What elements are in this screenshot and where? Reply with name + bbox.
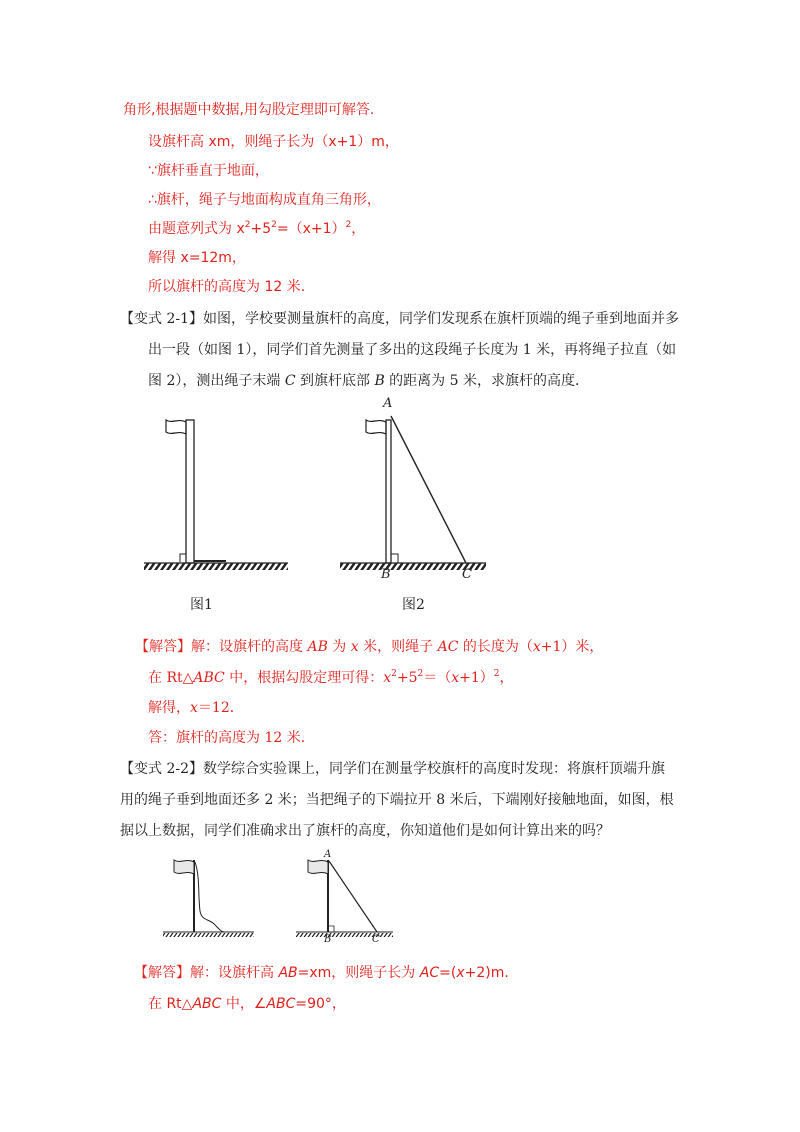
answer-2-2-line: 【解答】解：设旗杆高 AB=xm，则绳子长为 AC=(x+2)m.	[134, 965, 509, 981]
solution-text-line: ∵旗杆垂直于地面，	[148, 163, 269, 179]
label-A: A	[324, 849, 332, 860]
problem-tag: 【变式 2-1】	[120, 311, 203, 327]
figure-3-flagpole-rope	[162, 856, 257, 941]
problem-variant-2-1-line: 出一段（如图 1），同学们首先测量了多出的这段绳子长度为 1 米，再将绳子拉直（如	[148, 342, 677, 358]
label-A: A	[383, 396, 393, 411]
problem-variant-2-2-line: 用的绳子垂到地面还多 2 米；当把绳子的下端拉开 8 米后，下端刚好接触地面，如图，根	[120, 792, 674, 808]
label-C: C	[462, 567, 472, 582]
answer-2-1-line: 【解答】解：设旗杆的高度 AB 为 x 米，则绳子 AC 的长度为（x+1）米，	[135, 639, 604, 655]
answer-2-2-line: 在 Rt△ABC 中，∠ABC=90°，	[148, 996, 346, 1012]
problem-variant-2-1-line: 图 2），测出绳子末端 C 到旗杆底部 B 的距离为 5 米，求旗杆的高度．	[148, 373, 589, 389]
answer-2-1-line: 在 Rt△ABC 中，根据勾股定理可得：$x^2+5^2=(x+1)^2$，	[148, 669, 514, 686]
problem-variant-2-2-line: 据以上数据，同学们准确求出了旗杆的高度，你知道他们是如何计算出来的吗？	[120, 823, 610, 839]
answer-tag: 【解答】	[134, 965, 190, 981]
figure-2-caption: 图2	[402, 597, 425, 613]
solution-text-line: 解得 x=12m，	[148, 250, 246, 266]
label-B: B	[381, 567, 391, 582]
solution-equation-line: 由题意列式为 $x^2+5^2=(x+1)^2$，	[148, 220, 366, 237]
problem-variant-2-2-line: 【变式 2-2】数学综合实验课上，同学们在测量学校旗杆的高度时发现：将旗杆顶端升旗	[120, 761, 665, 777]
label-B: B	[324, 934, 332, 945]
answer-2-1-line: 解得，x＝12．	[148, 700, 244, 716]
solution-text-line: ∴旗杆，绳子与地面构成直角三角形，	[148, 192, 381, 208]
problem-tag: 【变式 2-2】	[120, 761, 203, 777]
answer-tag: 【解答】	[135, 639, 191, 655]
figure-1-caption: 图1	[190, 597, 213, 613]
figure-1-flagpole	[140, 410, 290, 575]
answer-2-1-line: 答：旗杆的高度为 12 米．	[148, 730, 315, 746]
solution-text-line: 所以旗杆的高度为 12 米．	[148, 279, 315, 295]
figure-4-flagpole-triangle	[295, 852, 395, 942]
solution-text-line: 设旗杆高 xm，则绳子长为（x+1）m，	[148, 134, 399, 150]
figure-2-flagpole-triangle	[338, 396, 488, 576]
solution-text-line: 角形,根据题中数据,用勾股定理即可解答.	[123, 102, 375, 118]
label-C: C	[372, 934, 380, 945]
problem-variant-2-1-line: 【变式 2-1】如图，学校要测量旗杆的高度，同学们发现系在旗杆顶端的绳子垂到地面并多	[120, 311, 679, 327]
